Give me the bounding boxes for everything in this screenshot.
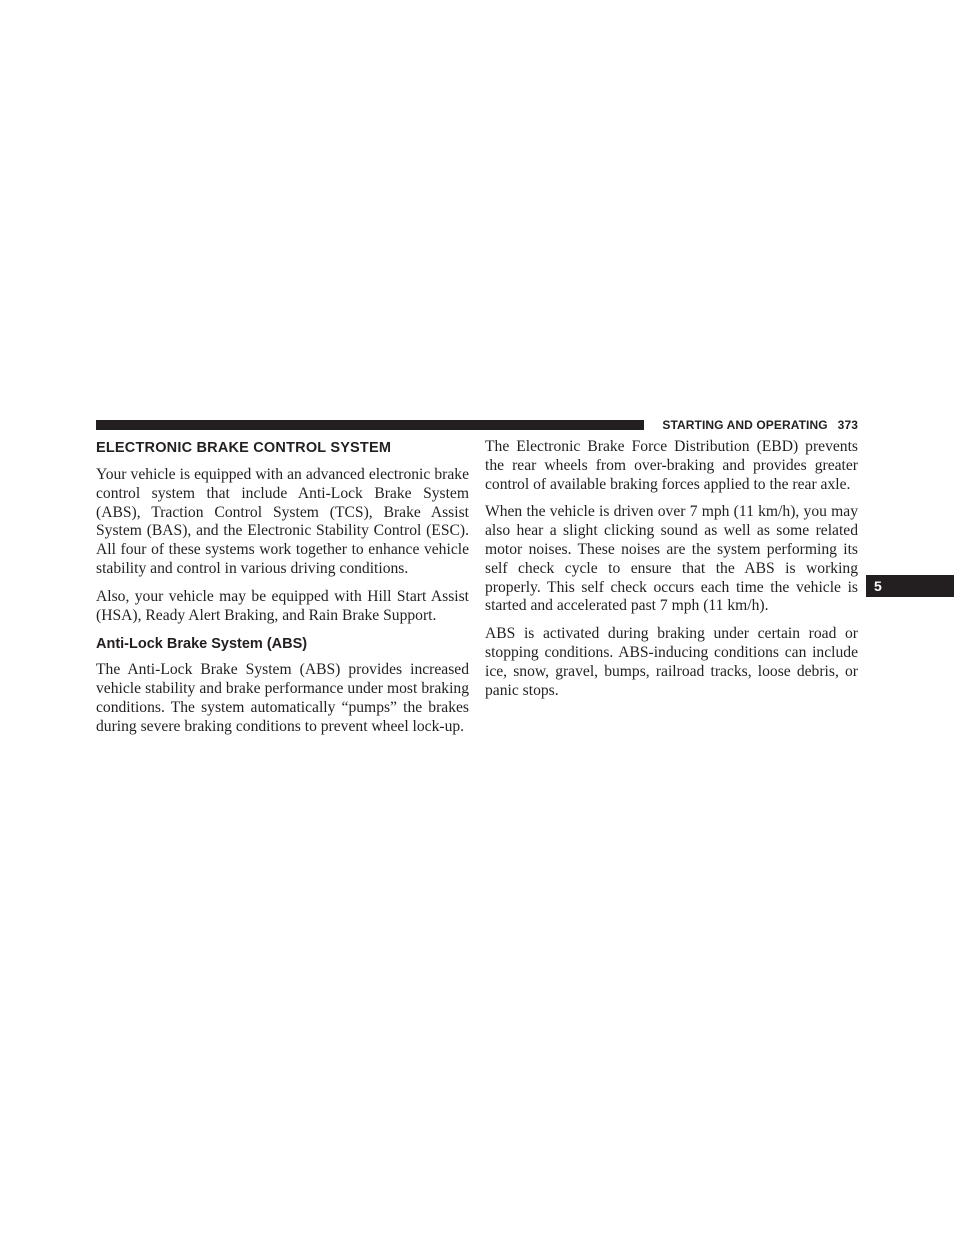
paragraph: ABS is activated during braking under certain road or stopping conditions. ABS-inducing conditions can include ice, snow, gravel, bumps, railroad tracks, loose debris, or panic stops. xyxy=(485,625,858,699)
paragraph: The Electronic Brake Force Distribution (EBD) prevents the rear wheels from over-braking and provides greater control of available braking forces applied to the rear axle. xyxy=(485,438,858,493)
paragraph: The Anti-Lock Brake System (ABS) provides increased vehicle stability and brake performance under most braking conditions. The system automatically “pumps” the brakes during severe braking conditions to prevent wheel lock-up. xyxy=(96,661,469,735)
page-number: 373 xyxy=(837,418,858,432)
paragraph: When the vehicle is driven over 7 mph (11 km/h), you may also hear a slight clicking sound as well as some related motor noises. These noises are the system performing its self check cycle to ensure that the ABS is working properly. This self check occurs each time the vehicle is started and accelerated past 7 mph (11 km/h). xyxy=(485,503,858,615)
paragraph: Your vehicle is equipped with an advanced electronic brake control system that include Anti-Lock Brake System (ABS), Traction Control System (TCS), Brake Assist System (BAS), and the Electronic Stability Control (ESC). All four of these systems work together to enhance vehicle stability and control in various driving conditions. xyxy=(96,466,469,577)
right-column xyxy=(485,438,858,709)
sub-heading: Anti-Lock Brake System (ABS) xyxy=(96,636,308,653)
paragraph: Also, your vehicle may be equipped with Hill Start Assist (HSA), Ready Alert Braking, and Rain Brake Support. xyxy=(96,587,469,624)
header-rule xyxy=(96,420,644,430)
section-heading: ELECTRONIC BRAKE CONTROL SYSTEM xyxy=(96,440,392,456)
section-title: STARTING AND OPERATING xyxy=(662,418,828,432)
running-header xyxy=(654,418,858,432)
chapter-tab: 5 xyxy=(866,575,954,597)
left-column xyxy=(96,438,469,746)
